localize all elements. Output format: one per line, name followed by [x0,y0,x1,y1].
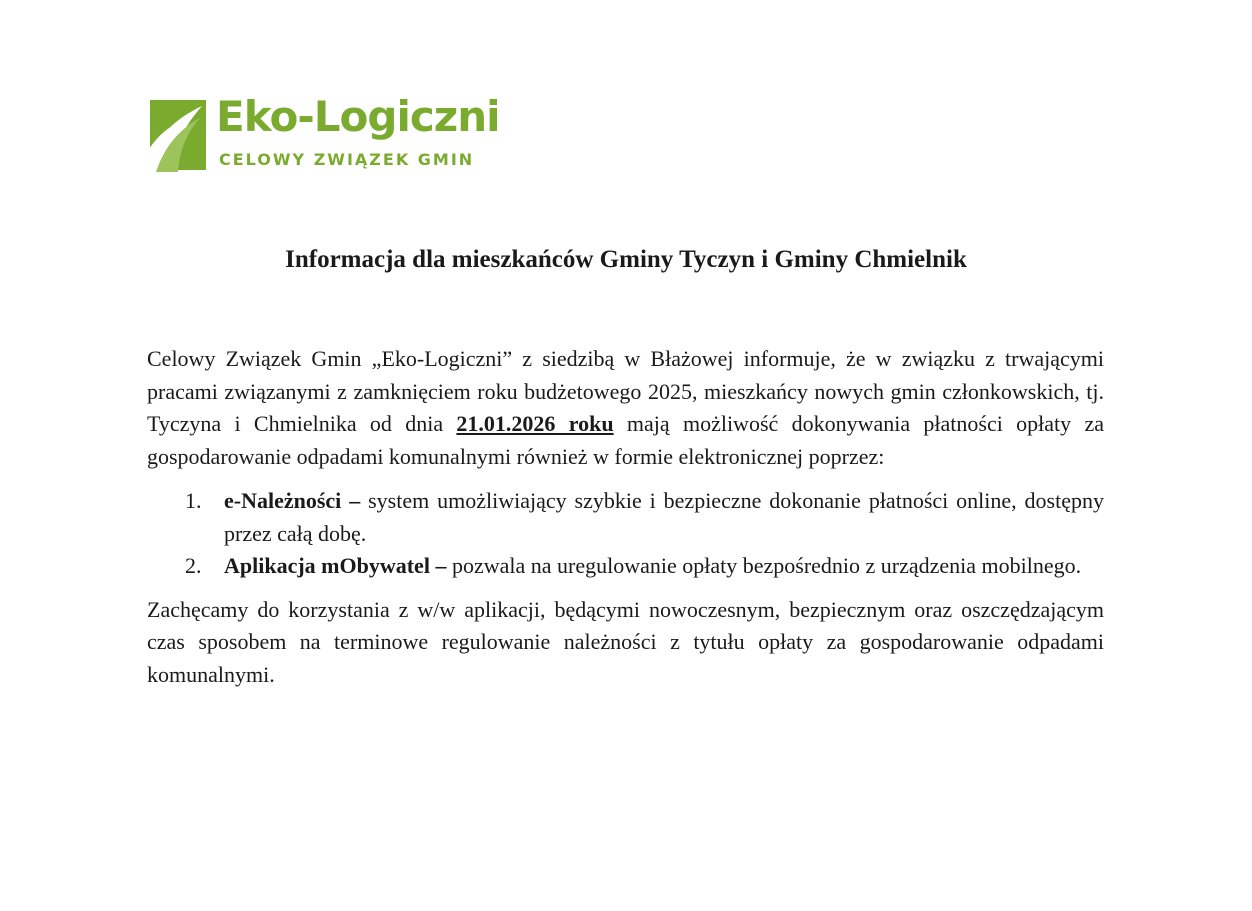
document-title: Informacja dla mieszkańców Gminy Tyczyn i Gminy Chmielnik [285,246,967,273]
option-number: 1. [185,488,202,513]
option-number: 2. [185,553,202,578]
intro-text-end: mają możliwość dokonywania płatności opłaty za gospodarowanie odpadami komunalnymi również w formie elektronicznej poprzez: [147,411,1105,469]
closing-paragraph: Zachęcamy do korzystania z w/w aplikacji, będącymi nowoczesnym, bezpiecznym oraz oszczędzającym czas sposobem na terminowe regulowanie należności z tytułu opłaty za gospodarowanie odpadami komunalnymi. [147,596,1104,687]
option-name: Aplikacja mObywatel – [224,553,447,578]
intro-paragraph [147,343,1104,473]
intro-text-start: Celowy Związek Gmin „Eko-Logiczni” z siedzibą w Błażowej informuje, że w związku z trwającymi pracami związanymi z zamknięciem roku budżetowego 2025, mieszkańcy nowych gmin członkowskich, tj. Tyczyna i Chmielnika od dnia [147,346,1104,436]
payment-option-e-naleznosci [147,485,1104,550]
option-description: pozwala na uregulowanie opłaty bezpośrednio z urządzenia mobilnego. [446,553,1082,578]
payment-options-list [147,485,1104,583]
logo-subtitle: CELOWY ZWIĄZEK GMIN [219,150,475,169]
logo-title: Eko-Logiczni [216,92,500,141]
effective-date: 21.01.2026 roku [456,411,614,436]
organization-logo [146,92,500,176]
option-name: e-Należności – [224,488,361,513]
payment-option-mobywatel [147,550,1104,583]
leaf-logo-icon [146,100,208,172]
option-description: system umożliwiający szybkie i bezpieczne dokonanie płatności online, dostępny przez całą dobę. [224,488,1104,546]
document-body [147,343,1104,691]
